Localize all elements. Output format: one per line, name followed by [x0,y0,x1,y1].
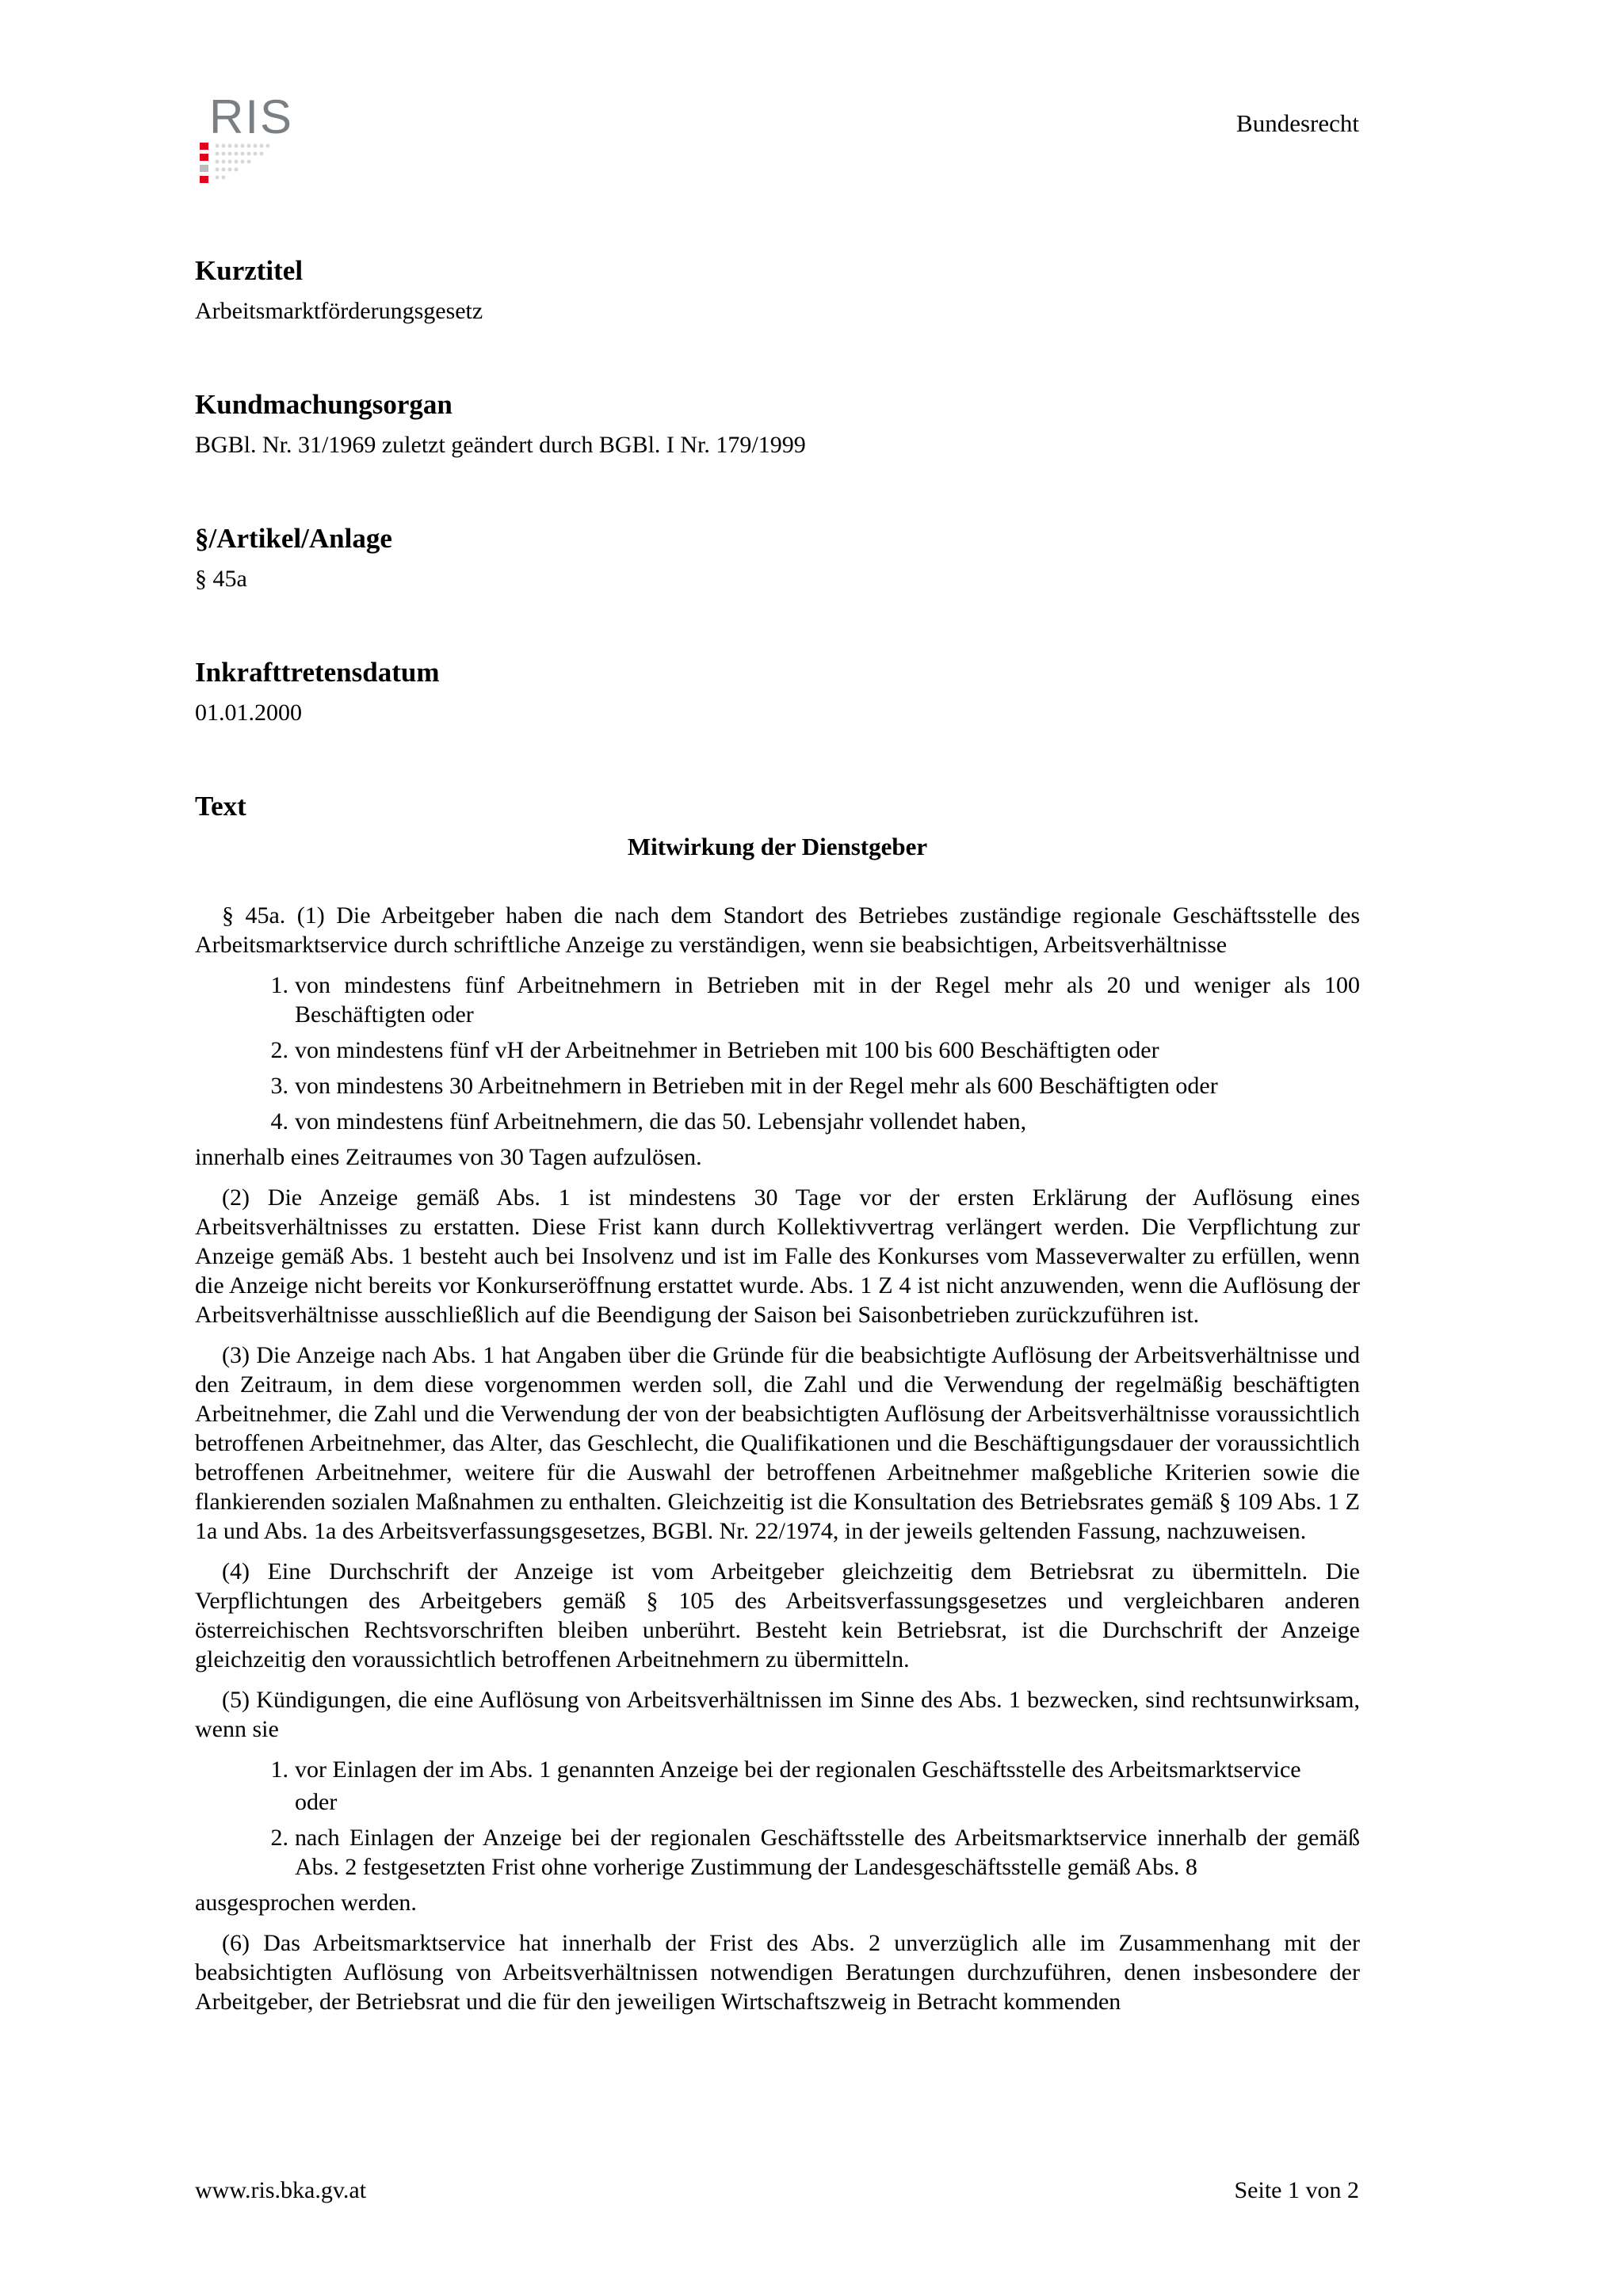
paragraph-6: (6) Das Arbeitsmarktservice hat innerhalb der Frist des Abs. 2 unverzüglich alle im Zusammenhang mit der beabsichtigten Auflösung von Arbeitsverhältnissen notwendigen Beratungen durchzuführen, denen insbesondere der Arbeitgeber, der Betriebsrat und die für den jeweiligen Wirtschaftszweig in Betracht kommenden [195,1930,1360,2015]
list-number: 2. [270,1037,288,1063]
paragraph-title: Mitwirkung der Dienstgeber [627,833,928,860]
list-number: 4. [270,1108,288,1135]
field-value: 01.01.2000 [195,700,302,726]
list-number: 1. [270,972,288,998]
list-text: von mindestens fünf Arbeitnehmern in Betrieben mit in der Regel mehr als 20 und weniger als 100 Beschäftigten oder [295,972,1360,1028]
paragraph-3: (3) Die Anzeige nach Abs. 1 hat Angaben über die Gründe für die beabsichtigte Auflösung der Arbeitsverhältnisse und den Zeitraum, in dem diese vorgenommen werden soll, die Zahl und die Verwendung der regelmäßig beschäftigten Arbeitnehmer, die Zahl und die Verwendung der von der beabsichtigten Auflösung der Arbeitsverhältnisse voraussichtlich betroffenen Arbeitnehmer, das Alter, das Geschlecht, die Qualifikationen und die Beschäftigungsdauer der voraussichtlich betroffenen Arbeitnehmer, weitere für die Auswahl der betroffenen Arbeitnehmer maßgebliche Kriterien sowie die flankierenden sozialen Maßnahmen zu enthalten. Gleichzeitig ist die Konsultation des Betriebsrates gemäß § 109 Abs. 1 Z 1a und Abs. 1a des Arbeitsverfassungsgesetzes, BGBl. Nr. 22/1974, in der jeweils geltenden Fassung, nachzuweisen. [195,1342,1360,1544]
document-content [195,254,1360,2027]
field-value: § 45a [195,566,247,592]
field-label: Kundmachungsorgan [195,389,453,420]
list-text: von mindestens 30 Arbeitnehmern in Betrieben mit in der Regel mehr als 600 Beschäftigten oder [295,1073,1218,1099]
list-text: vor Einlagen der im Abs. 1 genannten Anzeige bei der regionalen Geschäftsstelle des Arbeitsmarktservice [295,1756,1301,1783]
header-section: Bundesrecht [1236,109,1359,137]
field-kundmachungsorgan [195,387,1360,460]
logo-dots-icon [198,143,285,189]
list-item [195,1755,1360,1817]
list-number: 1. [270,1756,288,1783]
field-kurztitel [195,254,1360,326]
list-text: von mindestens fünf Arbeitnehmern, die das 50. Lebensjahr vollendet haben, [295,1108,1027,1135]
text-label: Text [195,791,246,822]
paragraph-2: (2) Die Anzeige gemäß Abs. 1 ist mindestens 30 Tage vor der ersten Erklärung der Auflösung eines Arbeitsverhältnisses zu erstatten. Diese Frist kann durch Kollektivvertrag verlängert werden. Die Verpflichtung zur Anzeige gemäß Abs. 1 besteht auch bei Insolvenz und ist im Falle des Konkurses vom Masseverwalter zu erfüllen, wenn die Anzeige nicht bereits vor Konkurseröffnung erstattet wurde. Abs. 1 Z 4 ist nicht anzuwenden, wenn die Auflösung der Arbeitsverhältnisse ausschließlich auf die Beendigung der Saison bei Saisonbetrieben zurückzuführen ist. [195,1184,1360,1328]
list-item [195,1071,1360,1100]
list-5 [195,1755,1360,1882]
list-number: 3. [270,1073,288,1099]
list-item [195,971,1360,1029]
list-item [195,1823,1360,1882]
field-artikel [195,521,1360,593]
footer-page-number: Seite 1 von 2 [1234,2177,1359,2203]
list-number: 2. [270,1825,288,1851]
logo-text: RIS [209,90,294,143]
ris-logo [198,90,309,189]
list-item [195,1107,1360,1136]
text-section [195,789,1360,2016]
field-inkrafttretensdatum [195,655,1360,727]
footer-url: www.ris.bka.gv.at [195,2177,367,2203]
list-item [195,1035,1360,1065]
field-value: BGBl. Nr. 31/1969 zuletzt geändert durch BGBl. I Nr. 179/1999 [195,432,806,458]
field-label: §/Artikel/Anlage [195,523,392,554]
list-text: nach Einlagen der Anzeige bei der regionalen Geschäftsstelle des Arbeitsmarktservice innerhalb der gemäß Abs. 2 festgesetzten Frist ohne vorherige Zustimmung der Landesgeschäftsstelle gemäß Abs. 8 [295,1825,1360,1880]
field-label: Kurztitel [195,255,304,286]
list-sub-text: oder [295,1789,338,1815]
paragraph-5: (5) Kündigungen, die eine Auflösung von Arbeitsverhältnissen im Sinne des Abs. 1 bezwecken, sind rechtsunwirksam, wenn sie [195,1687,1360,1742]
paragraph-1-end: innerhalb eines Zeitraumes von 30 Tagen aufzulösen. [195,1144,702,1170]
list-1 [195,971,1360,1136]
paragraph-5-end: ausgesprochen werden. [195,1890,417,1916]
paragraph-4: (4) Eine Durchschrift der Anzeige ist vom Arbeitgeber gleichzeitig dem Betriebsrat zu übermitteln. Die Verpflichtungen des Arbeitgebers gemäß § 105 des Arbeitsverfassungsgesetzes und vergleichbaren anderen österreichischen Rechtsvorschriften bleiben unberührt. Besteht kein Betriebsrat, ist die Durchschrift der Anzeige gleichzeitig den voraussichtlich betroffenen Arbeitnehmern zu übermitteln. [195,1558,1360,1672]
field-label: Inkrafttretensdatum [195,657,440,688]
list-text: von mindestens fünf vH der Arbeitnehmer in Betrieben mit 100 bis 600 Beschäftigten oder [295,1037,1159,1063]
list-text-wrap [295,1755,1360,1817]
field-value: Arbeitsmarktförderungsgesetz [195,298,483,324]
paragraph-1: § 45a. (1) Die Arbeitgeber haben die nach dem Standort des Betriebes zuständige regionale Geschäftsstelle des Arbeitsmarktservice durch schriftliche Anzeige zu verständigen, wenn sie beabsichtigen, Arbeitsverhältnisse [195,902,1360,958]
